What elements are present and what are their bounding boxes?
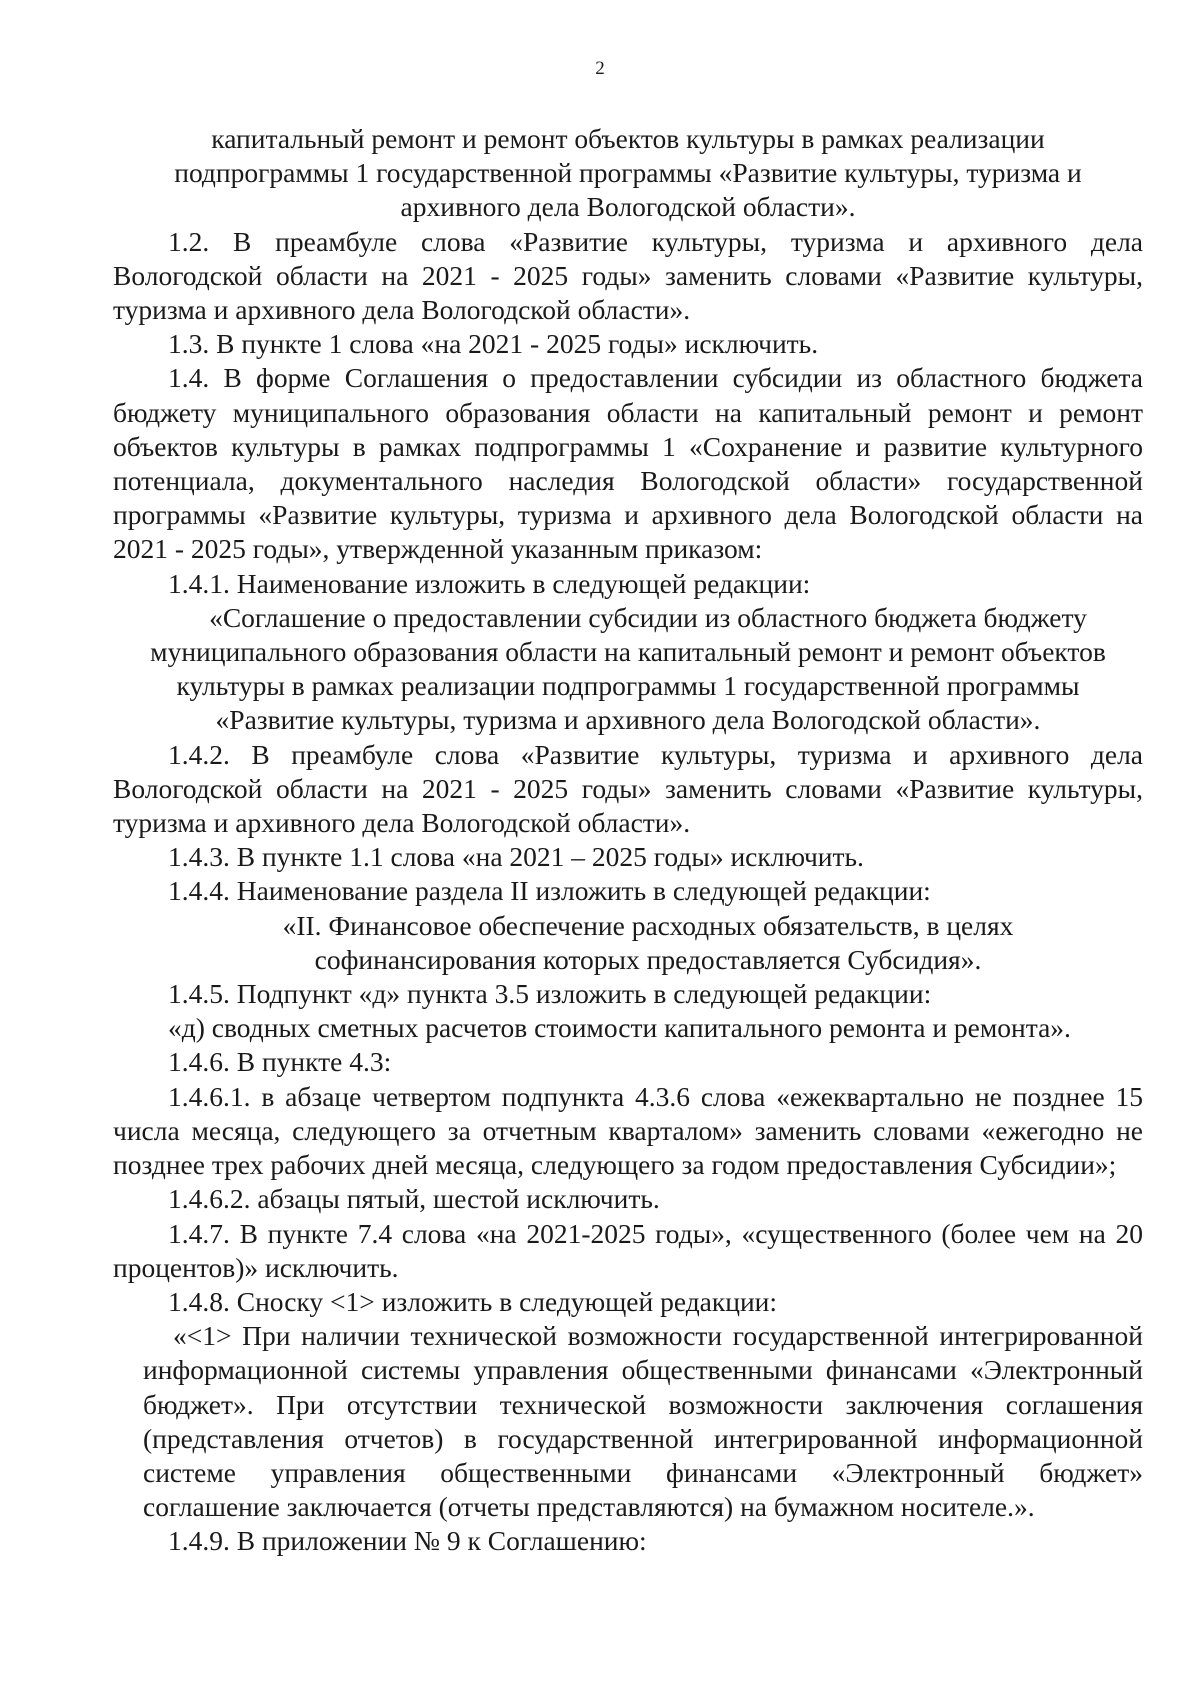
paragraph-1-4-2: 1.4.2. В преамбуле слова «Развитие культуры, туризма и архивного дела Вологодской области на 2021 - 2025 годы» заменить словами «Развитие культуры, туризма и архивного дела Вологодской области». (113, 738, 1143, 839)
paragraph-1-4-6-1: 1.4.6.1. в абзаце четвертом подпункта 4.3.6 слова «ежеквартально не позднее 15 числа месяца, следующего за отчетным кварталом» заменить словами «ежегодно не позднее трех рабочих дней месяца, следующего за годом предоставления Субсидии»; (113, 1080, 1143, 1181)
paragraph-1-4-8: 1.4.8. Сноску <1> изложить в следующей редакции: (168, 1285, 778, 1317)
paragraph-1-4-6: 1.4.6. В пункте 4.3: (168, 1046, 392, 1078)
paragraph-1-3: 1.3. В пункте 1 слова «на 2021 - 2025 годы» исключить. (168, 328, 819, 360)
heading-continuation: капитальный ремонт и ремонт объектов культуры в рамках реализации подпрограммы 1 государственной программы «Развитие культуры, туризма и архивного дела Вологодской области». (174, 123, 1082, 223)
quote-section-2-line-1: «II. Финансовое обеспечение расходных обязательств, в целях (282, 909, 1014, 941)
paragraph-1-4-7: 1.4.7. В пункте 7.4 слова «на 2021-2025 годы», «существенного (более чем на 20 процентов)» исключить. (113, 1217, 1143, 1283)
paragraph-1-4-4: 1.4.4. Наименование раздела II изложить в следующей редакции: (168, 875, 931, 907)
quote-subparagraph-d: «д) сводных сметных расчетов стоимости капитального ремонта и ремонта». (168, 1012, 1071, 1044)
paragraph-1-4-1: 1.4.1. Наименование изложить в следующей редакции: (168, 567, 811, 599)
paragraph-1-4-5: 1.4.5. Подпункт «д» пункта 3.5 изложить в следующей редакции: (168, 978, 932, 1010)
paragraph-1-4-6-2: 1.4.6.2. абзацы пятый, шестой исключить. (168, 1183, 660, 1215)
paragraph-1-4: 1.4. В форме Соглашения о предоставлении субсидии из областного бюджета бюджету муниципального образования области на капитальный ремонт и ремонт объектов культуры в рамках подпрограммы 1 «Сохранение и развитие культурного потенциала, документального наследия Вологодской области» государственной программы «Развитие культуры, туризма и архивного дела Вологодской области на 2021 - 2025 годы», утвержденной указанным приказом: (113, 362, 1143, 565)
quote-agreement-title: «Соглашение о предоставлении субсидии из областного бюджета бюджету муниципального образования области на капитальный ремонт и ремонт объектов культуры в рамках реализации подпрограммы 1 государственной программы «Развитие культуры, туризма и архивного дела Вологодской области». (150, 601, 1106, 736)
quote-section-2-line-2: софинансирования которых предоставляется Субсидия». (314, 943, 982, 975)
paragraph-1-4-3: 1.4.3. В пункте 1.1 слова «на 2021 – 2025 годы» исключить. (168, 841, 864, 873)
paragraph-1-4-9: 1.4.9. В приложении № 9 к Соглашению: (168, 1525, 647, 1557)
document-body (113, 122, 1143, 1559)
page-number: 2 (595, 58, 605, 79)
quote-footnote-1: «<1> При наличии технической возможности государственной интегрированной информационной системы управления общественными финансами «Электронный бюджет». При отсутствии технической возможности заключения соглашения (представления отчетов) в государственной интегрированной информационной системе управления общественными финансами «Электронный бюджет» соглашение заключается (отчеты представляются) на бумажном носителе.». (143, 1320, 1143, 1523)
paragraph-1-2: 1.2. В преамбуле слова «Развитие культуры, туризма и архивного дела Вологодской области на 2021 - 2025 годы» заменить словами «Развитие культуры, туризма и архивного дела Вологодской области». (113, 225, 1143, 326)
